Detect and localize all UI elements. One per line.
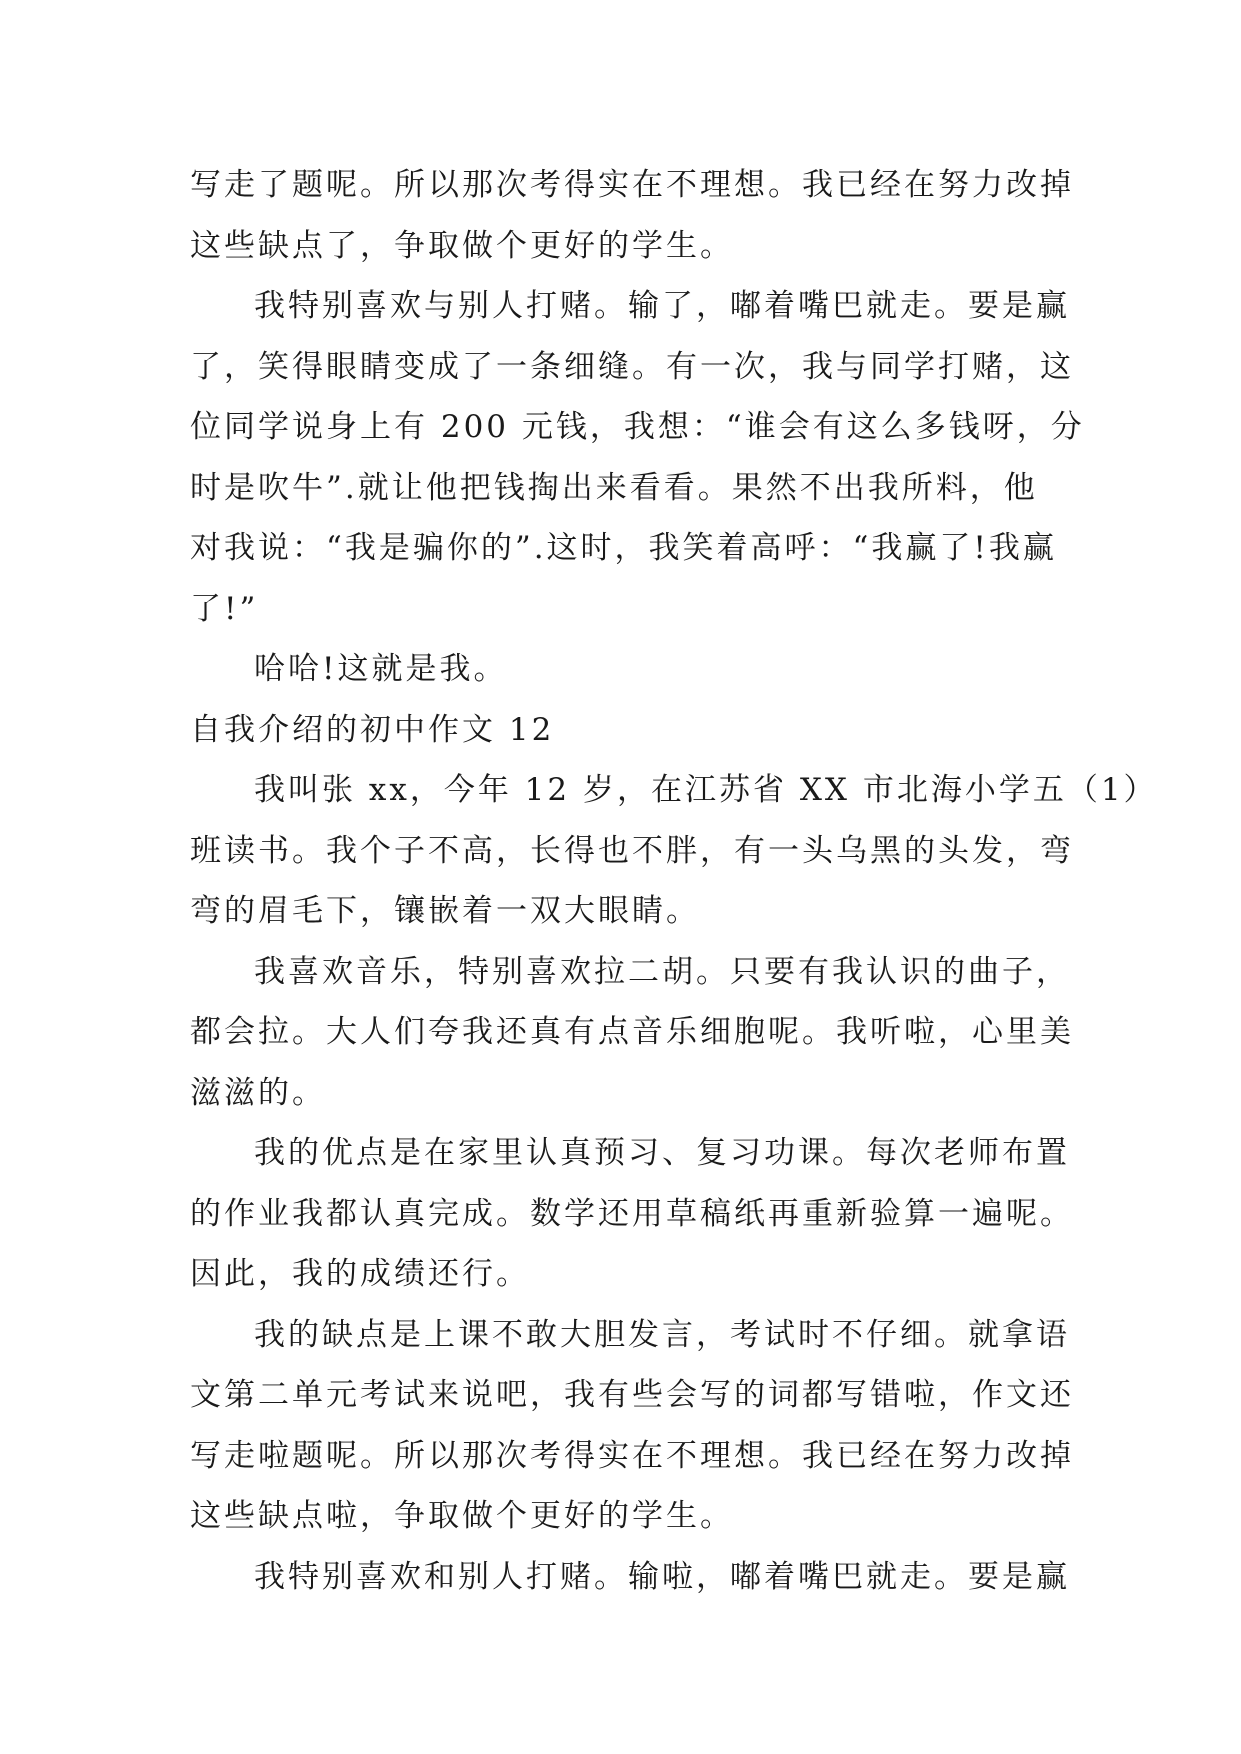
document-body — [190, 155, 1158, 1607]
text-line: 写走啦题呢。所以那次考得实在不理想。我已经在努力改掉 — [190, 1437, 1074, 1474]
text-line: 对我说：“我是骗你的”.这时，我笑着高呼：“我赢了!我赢 — [190, 530, 1057, 566]
text-line: 了!” — [190, 590, 259, 627]
text-line: 我特别喜欢和别人打赌。输啦，嘟着嘴巴就走。要是赢 — [254, 1558, 1070, 1595]
text-line: 我的缺点是上课不敢大胆发言，考试时不仔细。就拿语 — [254, 1316, 1070, 1353]
text-line: 弯的眉毛下，镶嵌着一双大眼睛。 — [190, 893, 700, 929]
text-line: 了，笑得眼睛变成了一条细缝。有一次，我与同学打赌，这 — [190, 348, 1074, 385]
text-line: 文第二单元考试来说吧，我有些会写的词都写错啦，作文还 — [190, 1377, 1074, 1413]
text-line: 我特别喜欢与别人打赌。输了，嘟着嘴巴就走。要是赢 — [254, 288, 1070, 324]
text-line: 我叫张 xx，今年 12 岁，在江苏省 XX 市北海小学五（1） — [254, 772, 1158, 808]
text-line: 哈哈!这就是我。 — [254, 651, 508, 687]
section-heading: 自我介绍的初中作文 12 — [190, 711, 555, 748]
text-line: 班读书。我个子不高，长得也不胖，有一头乌黑的头发，弯 — [190, 832, 1074, 869]
text-line: 的作业我都认真完成。数学还用草稿纸再重新验算一遍呢。 — [190, 1195, 1074, 1232]
text-line: 时是吹牛”.就让他把钱掏出来看看。果然不出我所料，他 — [190, 469, 1038, 506]
text-line: 我的优点是在家里认真预习、复习功课。每次老师布置 — [254, 1135, 1070, 1171]
text-line: 滋滋的。 — [190, 1074, 326, 1111]
text-line: 位同学说身上有 200 元钱，我想：“谁会有这么多钱呀，分 — [190, 409, 1085, 445]
text-line: 这些缺点啦，争取做个更好的学生。 — [190, 1498, 734, 1534]
text-line: 这些缺点了，争取做个更好的学生。 — [190, 227, 734, 264]
text-line: 写走了题呢。所以那次考得实在不理想。我已经在努力改掉 — [190, 167, 1074, 203]
text-line: 我喜欢音乐，特别喜欢拉二胡。只要有我认识的曲子， — [254, 953, 1070, 990]
text-line: 都会拉。大人们夸我还真有点音乐细胞呢。我听啦，心里美 — [190, 1014, 1074, 1050]
text-line: 因此，我的成绩还行。 — [190, 1256, 530, 1292]
